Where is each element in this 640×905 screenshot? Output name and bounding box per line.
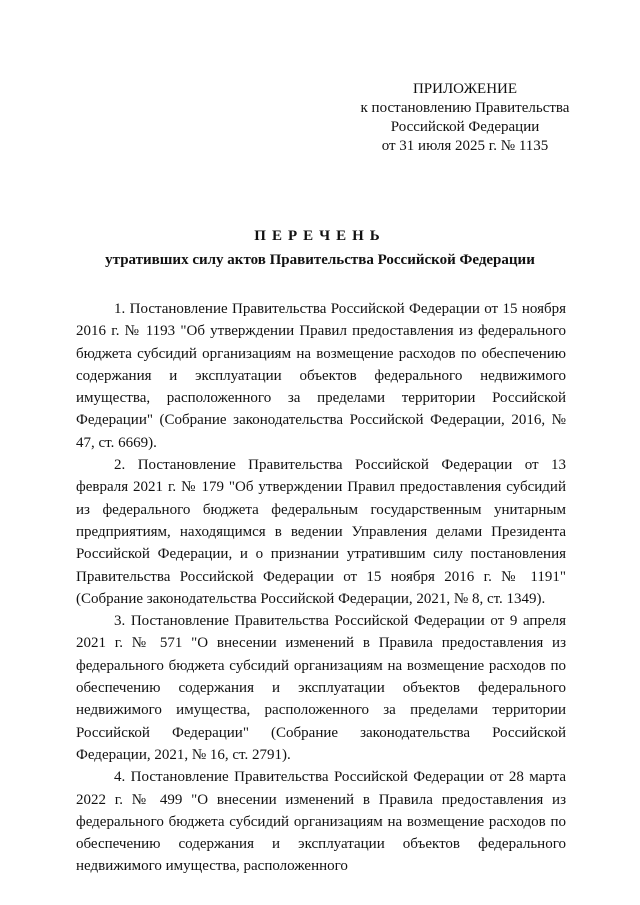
document-title: ПЕРЕЧЕНЬ	[254, 228, 386, 244]
list-item: 4. Постановление Правительства Российской Федерации от 28 марта 2022 г. № 499 "О внесении изменений в Правила предоставления из федерального бюджета субсидий организациям на возмещение расходов по обеспечению содержания и эксплуатации объектов федерального недвижимого имущества, расположенного	[76, 769, 566, 875]
document-subtitle: утративших силу актов Правительства Российской Федерации	[105, 252, 535, 268]
appendix-decree-ref: к постановлению Правительства	[360, 100, 570, 116]
document-body	[76, 298, 566, 878]
list-item: 1. Постановление Правительства Российской Федерации от 15 ноября 2016 г. № 1193 "Об утверждении Правил предоставления из федерального бюджета субсидий организациям на возмещение расходов по обеспечению содержания и эксплуатации объектов федерального недвижимого имущества, расположенного за пределами территории Российской Федерации" (Собрание законодательства Российской Федерации, 2016, № 47, ст. 6669).	[76, 301, 566, 451]
appendix-header	[340, 80, 590, 156]
appendix-date-number: от 31 июля 2025 г. № 1135	[381, 138, 549, 154]
appendix-label: ПРИЛОЖЕНИЕ	[412, 81, 518, 97]
list-item: 2. Постановление Правительства Российской Федерации от 13 февраля 2021 г. № 179 "Об утверждении Правил предоставления субсидий из федерального бюджета федеральным государственным унитарным предприятиям, находящимся в ведении Управления делами Президента Российской Федерации, и о признании утратившим силу постановления Правительства Российской Федерации от 15 ноября 2016 г. № 1191" (Собрание законодательства Российской Федерации, 2021, № 8, ст. 1349).	[76, 457, 566, 607]
appendix-government: Российской Федерации	[390, 119, 540, 135]
list-item: 3. Постановление Правительства Российской Федерации от 9 апреля 2021 г. № 571 "О внесении изменений в Правила предоставления из федерального бюджета субсидий организациям на возмещение расходов по обеспечению содержания и эксплуатации объектов федерального недвижимого имущества, расположенного за пределами территории Российской Федерации" (Собрание законодательства Российской Федерации, 2021, № 16, ст. 2791).	[76, 613, 566, 763]
